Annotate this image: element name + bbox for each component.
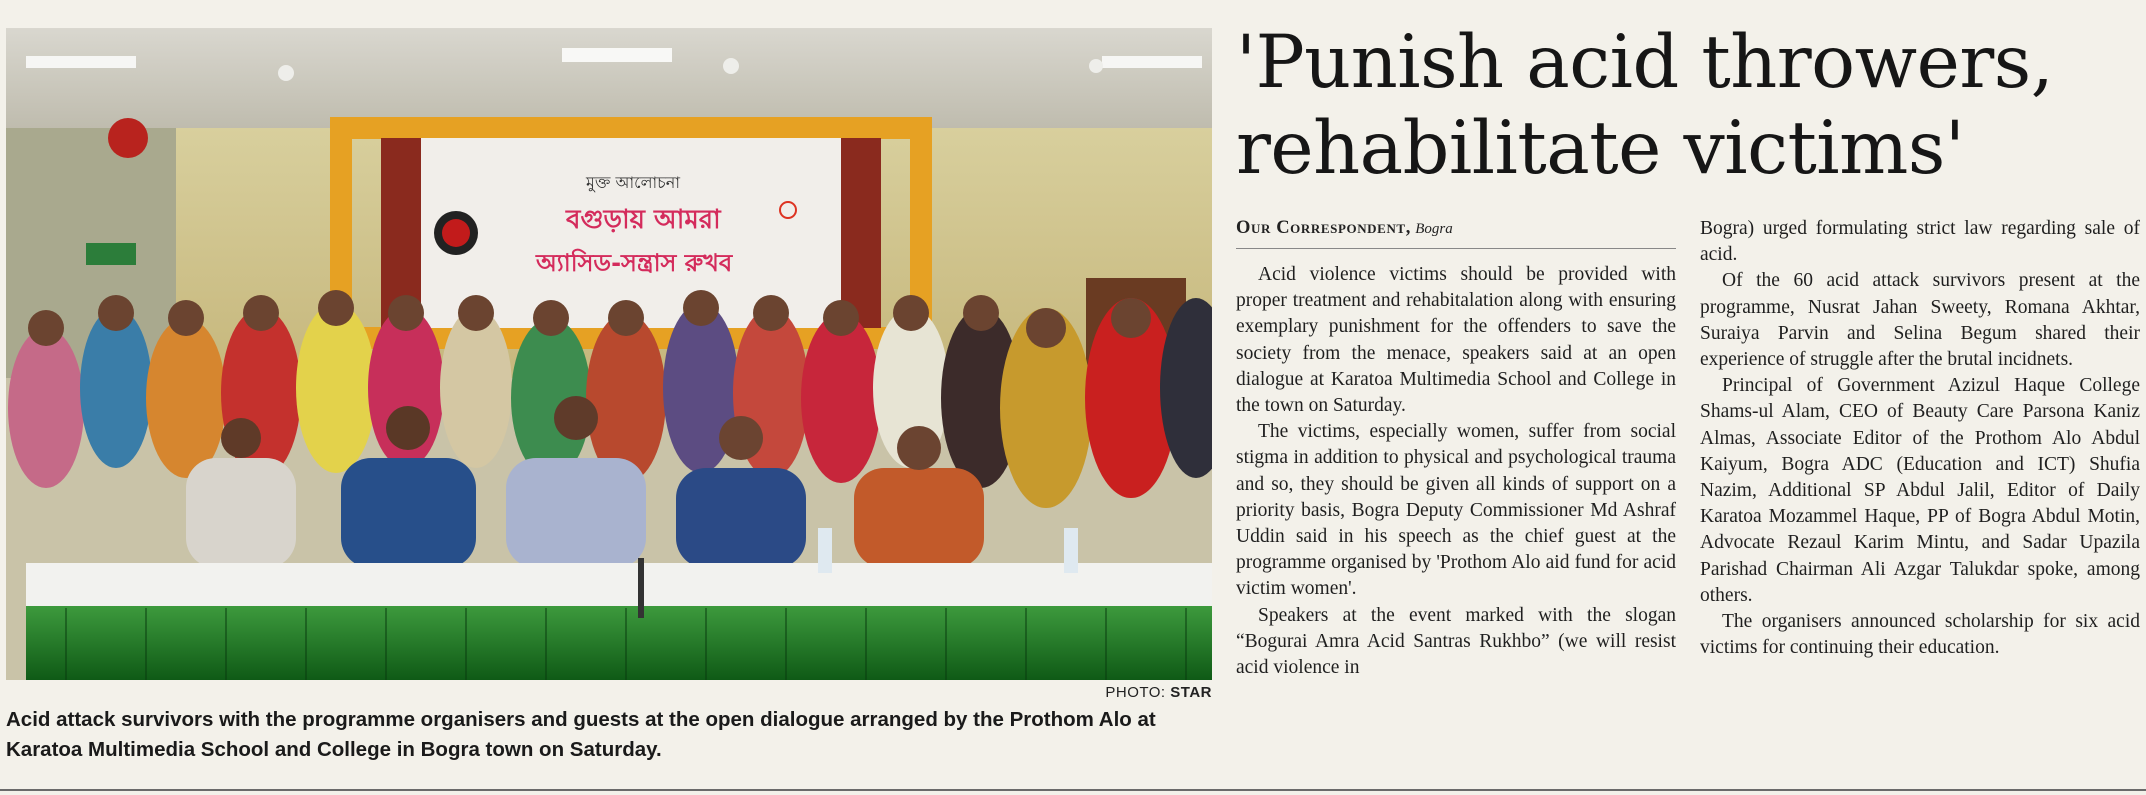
byline-name: Our Correspondent, [1236, 218, 1411, 238]
water-bottle [818, 528, 832, 573]
bottom-rule [0, 789, 2146, 791]
photo-credit [1096, 684, 1212, 701]
article-paragraph: The victims, especially women, suffer from social stigma in addition to physical and psychological trauma and so, they should be given all kinds of support on a priority basis, Bogra Deputy Commissioner Md Ashraf Uddin said in his speech as the chief guest at the programme organised by 'Prothom Alo aid fund for acid victim women'. [1236, 421, 1676, 600]
photo-credit-label: PHOTO: [1105, 684, 1166, 701]
article-paragraph: Principal of Government Azizul Haque College Shams-ul Alam, CEO of Beauty Care Parsona Kaniz Almas, Associate Editor of the Prothom Alo Abdul Kaiyum, Bogra ADC (Education and ICT) Shufia Nazim, Additional SP Abdul Jalil, Editor of Daily Karatoa Mozammel Haque, PP of Bogra Abdul Motin, Advocate Rezaul Karim Mintu, and Sadar Upazila Parishad Chairman Ali Azgar Talukdar spoke, among others. [1700, 375, 2140, 606]
article-paragraph: Of the 60 acid attack survivors present at the programme, Nusrat Jahan Sweety, Romana Akhtar, Suraiya Parvin and Selina Begum shared their experience of struggle after the brutal incidnets. [1700, 270, 2140, 371]
byline [1236, 218, 1676, 249]
event-photo [6, 28, 1212, 680]
photo-credit-source: STAR [1170, 684, 1212, 701]
article-column-2 [1700, 216, 2140, 661]
byline-place: Bogra [1415, 221, 1453, 237]
photo-caption: Acid attack survivors with the programme organisers and guests at the open dialogue arranged by the Prothom Alo at Karatoa Multimedia School and College in Bogra town on Saturday. [6, 708, 1156, 761]
article-paragraph: Acid violence victims should be provided with proper treatment and rehabitalation along with ensuring exemplary punishment for the offenders to save the society from the menace, speakers said at an open dialogue at Karatoa Multimedia School and College in the town on Saturday. [1236, 264, 1676, 417]
banner-title-line1: বগুড়ায় আমরা [566, 205, 721, 235]
microphone [638, 558, 644, 618]
headline [1236, 20, 2141, 192]
banner-subtitle: মুক্ত আলোচনা [586, 173, 680, 192]
article-column-1 [1236, 262, 1676, 681]
wall-decoration [108, 118, 148, 158]
article-paragraph: Bogra) urged formulating strict law regarding sale of acid. [1700, 218, 2140, 266]
banner-title-line2: অ্যাসিড-সন্ত্রাস রুখব [536, 249, 733, 277]
table-skirt [26, 606, 1212, 680]
dialogue-table [26, 563, 1212, 608]
ceiling-light [26, 56, 136, 68]
headline-line2: rehabilitate victims' [1236, 106, 1965, 191]
ceiling-light [562, 48, 672, 62]
ceiling-light [1102, 56, 1202, 68]
water-bottle [1064, 528, 1078, 573]
article-paragraph: The organisers announced scholarship for six acid victims for continuing their education. [1700, 611, 2140, 659]
headline-line1: 'Punish acid throwers, [1236, 20, 2054, 105]
article-paragraph: Speakers at the event marked with the slogan “Bogurai Amra Acid Santras Rukhbo” (we will resist acid violence in [1236, 604, 1676, 679]
event-photo-illustration [6, 28, 1212, 680]
exit-sign [86, 243, 136, 265]
